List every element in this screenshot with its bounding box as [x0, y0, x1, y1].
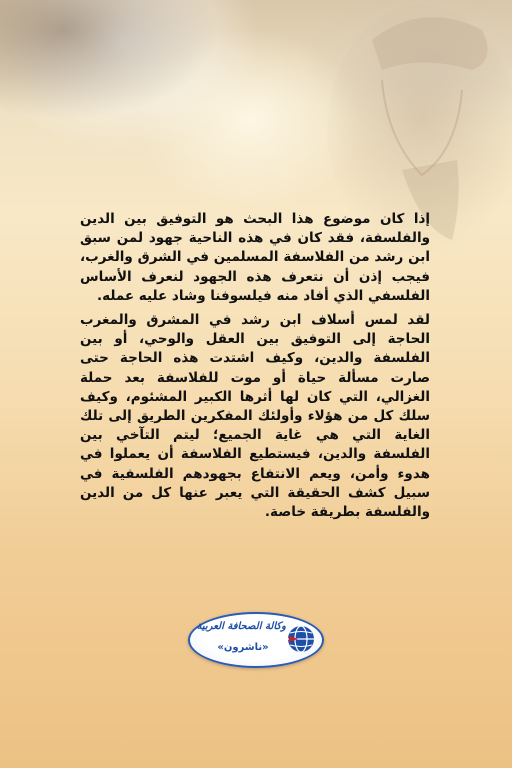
paragraph-2: لقد لمس أسلاف ابن رشد في المشرق والمغرب الحاجة إلى التوفيق بين العقل والوحي، أو بين الفلسفة والدين، وكيف اشتدت هذه الحاجة حتى صارت مسألة حياة أو موت للفلاسفة بعد حملة الغزالي، التي كان لها أثرها الكبير المشئوم، وكيف سلك كل من هؤلاء وأولئك المفكرين الطريق إلى تلك الغاية التي هي غاية الجميع؛ ليتم التآخي بين الفلسفة والدين، فيستطيع الفلاسفة أن يعملوا في هدوء وأمن، ويعم الانتفاع بجهودهم الفلسفية في سبيل كشف الحقيقة التي يعبر عنها كل من الدين والفلسفة بطريقة خاصة.: [80, 312, 430, 521]
publisher-subtitle: «ناشرون»: [217, 642, 269, 653]
publisher-logo: [188, 612, 324, 668]
globe-icon: [286, 624, 316, 654]
publisher-name: وكالة الصحافة العربية: [196, 621, 286, 632]
paragraph-1: إذا كان موضوع هذا البحث هو التوفيق بين الدين والفلسفة، فقد كان في هذه الناحية جهود لمن سبق ابن رشد من الفلاسفة المسلمين في الشرق والغرب، فيجب إذن أن نتعرف هذه الجهود لنعرف الأساس الفلسفي الذي أفاد منه فيلسوفنا وشاد عليه عمله.: [80, 211, 430, 304]
body-text: [80, 210, 430, 527]
background-cloud: [0, 0, 220, 120]
